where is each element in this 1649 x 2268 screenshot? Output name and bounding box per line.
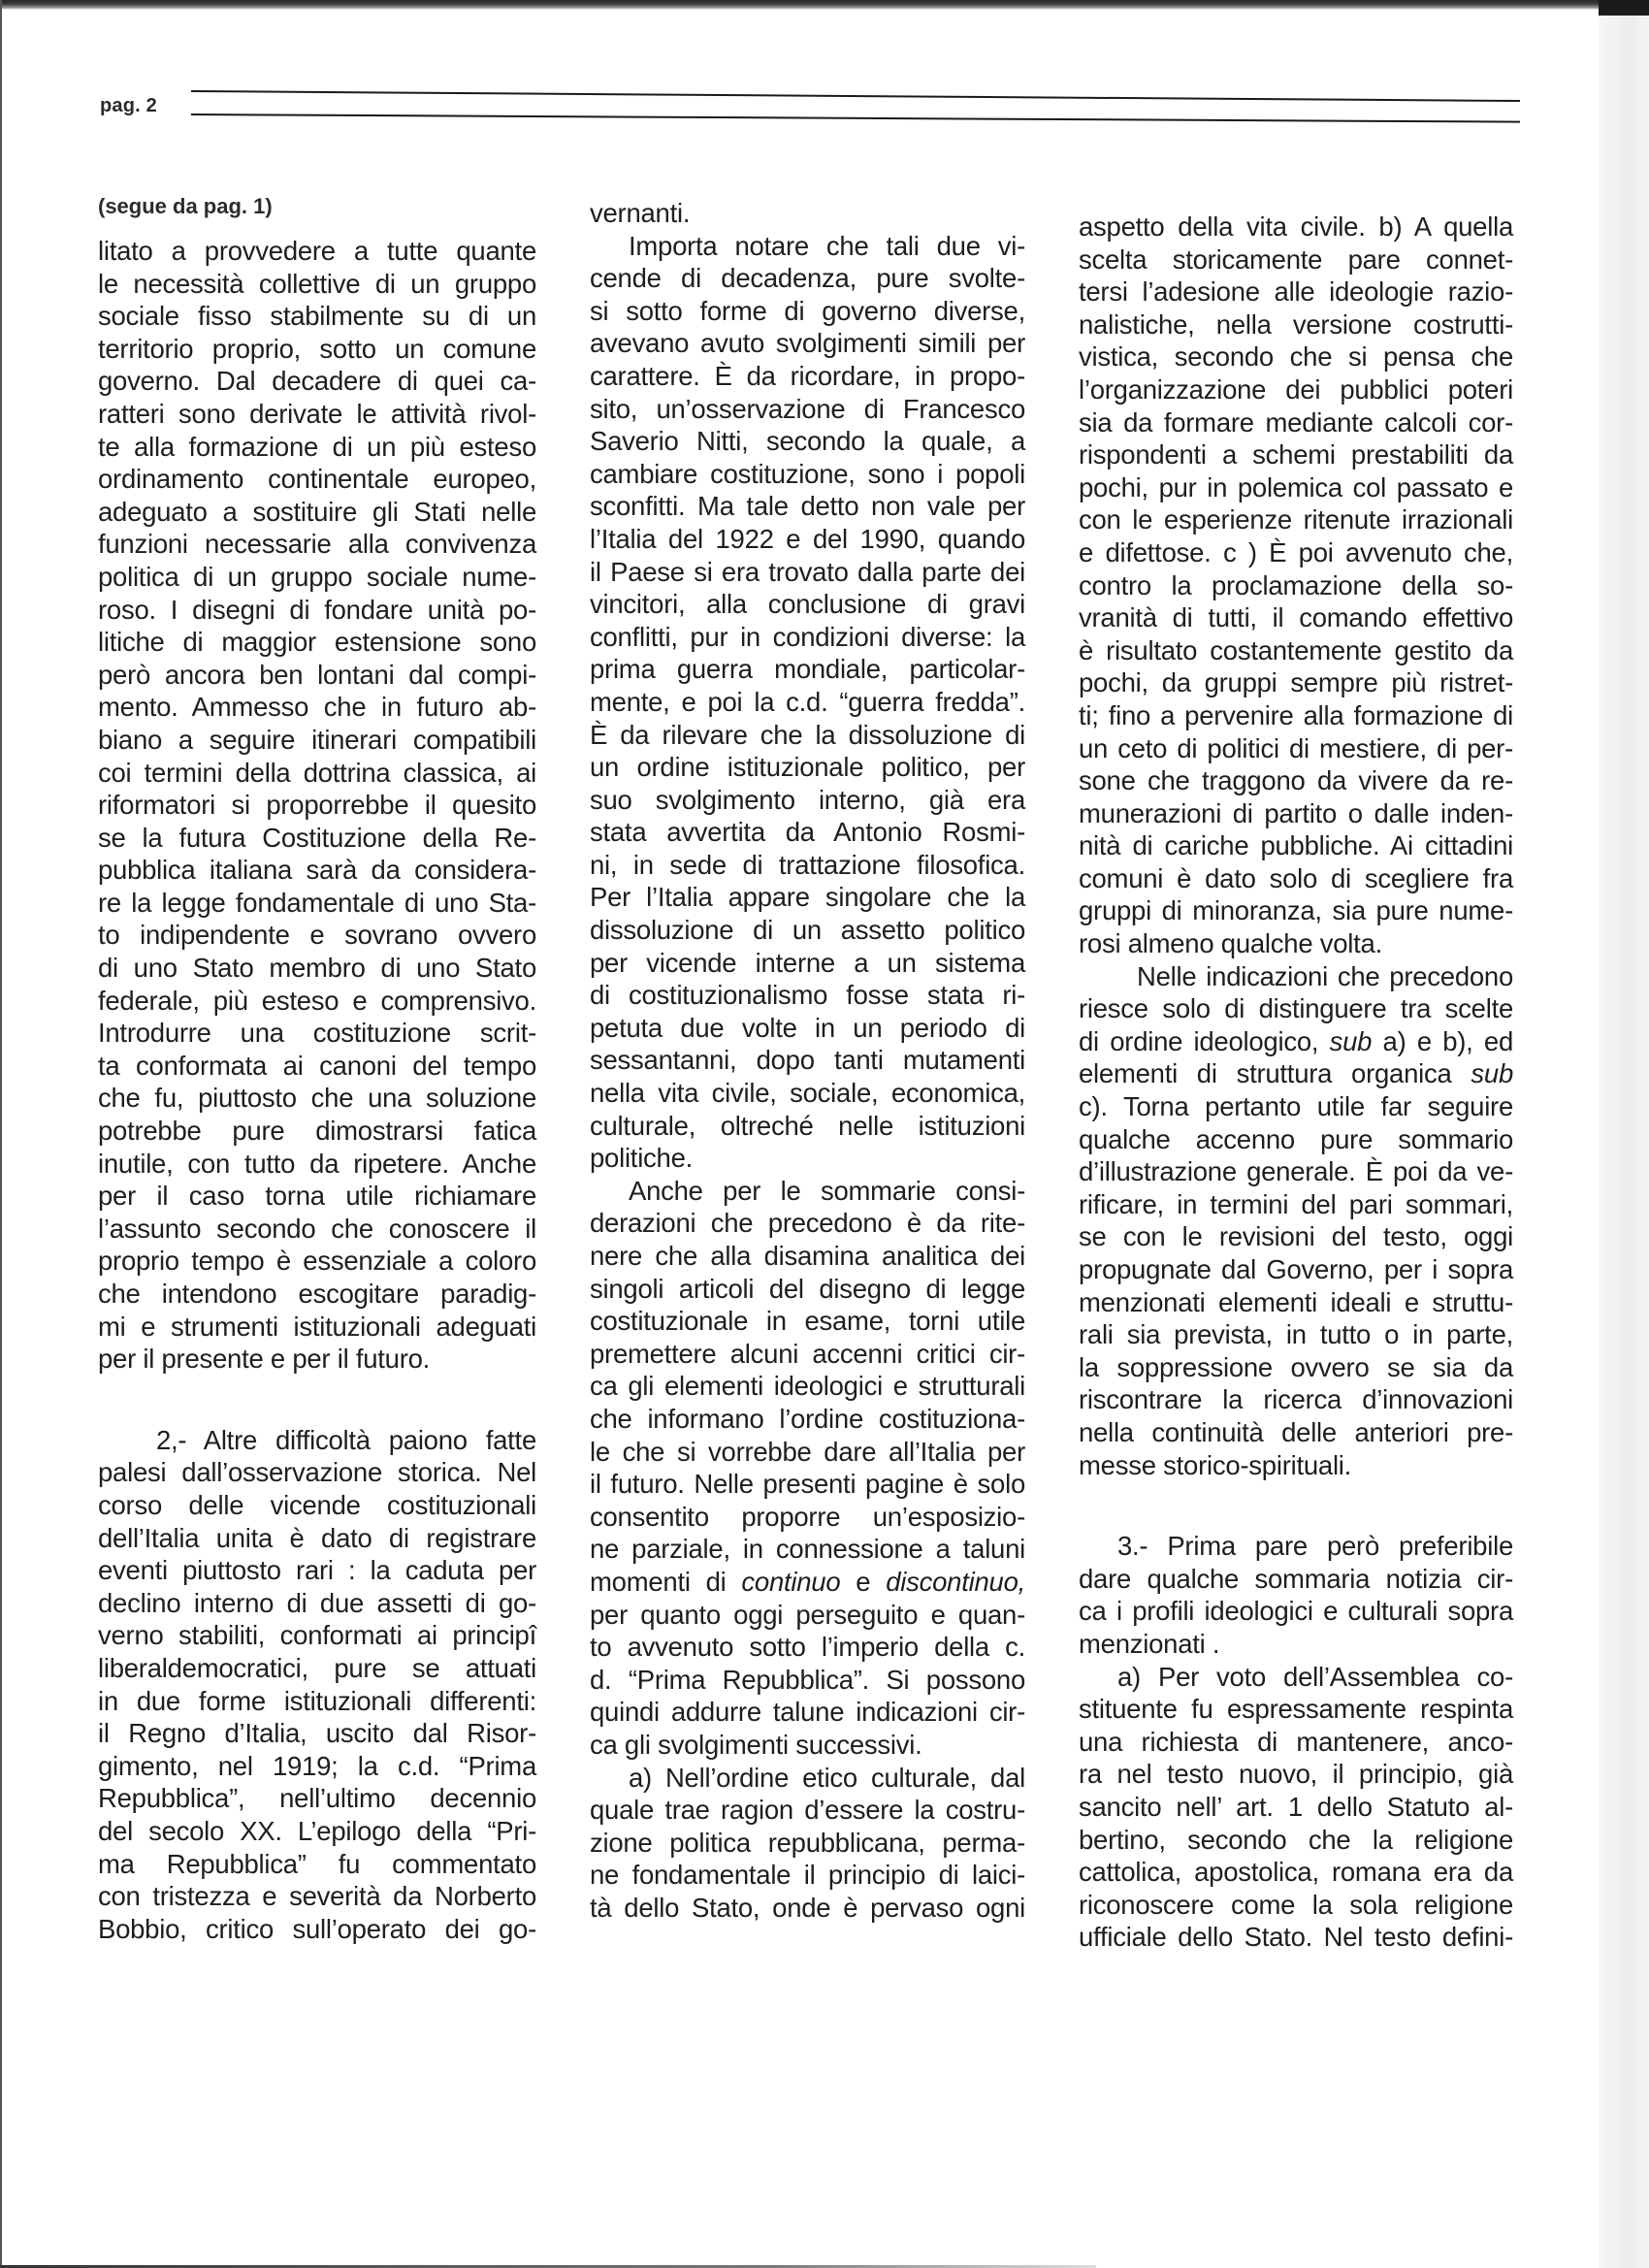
text-line: to indipendente e sovrano ovvero	[98, 920, 536, 951]
text-line: d. “Prima Repubblica”. Si possono	[590, 1664, 1025, 1695]
text-line: nalistiche, nella versione costrutti-	[1079, 308, 1513, 340]
italic-term: sub	[1329, 1025, 1373, 1056]
italic-term: continuo	[741, 1566, 841, 1597]
text-line: rali sia prevista, in tutto o in parte,	[1079, 1319, 1513, 1350]
text-line: vernanti.	[590, 198, 691, 228]
text-line: inutile, con tutto da ripetere. Anche	[98, 1148, 536, 1179]
text-line: pochi, da gruppi sempre più ristret-	[1079, 667, 1513, 698]
text-line: mi e strumenti istituzionali adeguati	[98, 1311, 536, 1342]
text-line: rificare, in termini del pari sommari,	[1079, 1188, 1513, 1219]
paragraph	[1079, 211, 1513, 960]
text-line: adeguato a sostituire gli Stati nelle	[98, 496, 536, 527]
text-line: di costituzionalismo fosse stata ri-	[590, 980, 1025, 1011]
text-line: nella vita civile, sociale, economica,	[590, 1078, 1025, 1109]
text-line: te alla formazione di un più esteso	[98, 431, 536, 462]
text-line: nità di cariche pubbliche. Ai cittadini	[1079, 830, 1513, 861]
text-line: riesce solo di distinguere tra scelte	[1079, 993, 1513, 1024]
column-2	[590, 197, 1025, 1924]
text-line: conflitti, pur in condizioni diverse: la	[590, 621, 1025, 652]
paragraph	[590, 1762, 1025, 1925]
text-line: litato a provvedere a tutte quante	[98, 236, 536, 266]
text-line: sito, un’osservazione di Francesco	[590, 393, 1025, 424]
italic-term: sub	[1471, 1058, 1513, 1089]
text-line: mente, e poi la c.d. “guerra fredda”.	[590, 686, 1025, 717]
text-line: stata avvertita da Antonio Rosmi-	[590, 817, 1025, 848]
text-line: ma Repubblica” fu commentato	[98, 1848, 536, 1879]
text-line: sconfitti. Ma tale detto non vale per	[590, 491, 1025, 522]
text-line: vistica, secondo che si pensa che	[1079, 341, 1513, 373]
text-line: Introdurre una costituzione scrit-	[98, 1018, 536, 1049]
text-line: premettere alcuni accenni critici cir-	[590, 1338, 1025, 1369]
text-line: funzioni necessarie alla convivenza	[98, 529, 536, 560]
text-line: Bobbio, critico sull’operato dei go-	[98, 1913, 536, 1944]
text-line: una richiesta di mantenere, anco-	[1079, 1726, 1513, 1757]
text-line: federale, più esteso e comprensivo.	[98, 985, 536, 1016]
text-line: liberaldemocratici, pure se attuati	[98, 1652, 536, 1683]
text-line: corso delle vicende costituzionali	[98, 1489, 536, 1520]
text-line: con le esperienze ritenute irrazionali	[1079, 504, 1513, 535]
text-line: però ancora ben lontani dal compi-	[98, 659, 536, 690]
column-3	[1079, 211, 1513, 1954]
text-line: quale trae ragion d’essere la costru-	[590, 1795, 1025, 1826]
text-line: ca gli svolgimenti successivi.	[590, 1729, 922, 1760]
paragraph	[98, 235, 536, 1376]
text-line: ca i profili ideologici e culturali sopra	[1079, 1596, 1513, 1627]
text-line: ne parziale, in connessione a taluni	[590, 1534, 1025, 1565]
text-line: menzionati elementi ideali e struttu-	[1079, 1286, 1513, 1317]
text-line: contro la proclamazione della so-	[1079, 569, 1513, 600]
text-line: politica di un gruppo sociale nume-	[98, 561, 536, 592]
page-number: pag. 2	[100, 95, 157, 116]
text-line: dare qualche sommaria notizia cir-	[1079, 1563, 1513, 1594]
text-line: per vicende interne a un sistema	[590, 947, 1025, 978]
text-line: È da rilevare che la dissoluzione di	[590, 719, 1025, 750]
text-line: Saverio Nitti, secondo la quale, a	[590, 426, 1025, 457]
text-line: a) Nell’ordine etico culturale, dal	[629, 1762, 1025, 1793]
italic-term: discontinuo,	[886, 1566, 1025, 1597]
continued-from-label: (segue da pag. 1)	[98, 194, 273, 218]
text-line: declino interno di due assetti di go-	[98, 1587, 536, 1618]
text-line: la soppressione ovvero se sia da	[1079, 1351, 1513, 1382]
text-line: e difettose. c ) È poi avvenuto che,	[1079, 536, 1513, 567]
text-line: roso. I disegni di fondare unità po-	[98, 594, 536, 625]
text-line: che fu, piuttosto che una soluzione	[98, 1083, 536, 1114]
text-line: tà dello Stato, onde è pervaso ogni	[590, 1892, 1025, 1923]
text-line: Anche per le sommarie consi-	[629, 1175, 1025, 1206]
text-line: litiche di maggior estensione sono	[98, 627, 536, 658]
text-line: 3.- Prima pare però preferibile	[1117, 1531, 1513, 1562]
text-line: un ordine istituzionale politico, per	[590, 752, 1025, 783]
text-line: dissoluzione di un assetto politico	[590, 915, 1025, 946]
text-line: elementi di struttura organica sub	[1079, 1058, 1513, 1089]
text-line: singoli articoli del disegno di legge	[590, 1273, 1025, 1304]
text-line: che informano l’ordine costituziona-	[590, 1403, 1025, 1434]
text-line: riscontrare la ricerca d’innovazioni	[1079, 1384, 1513, 1415]
text-line: proprio tempo è essenziale a coloro	[98, 1246, 536, 1277]
text-line: potrebbe pure dimostrarsi fatica	[98, 1116, 536, 1147]
paragraph	[98, 1424, 536, 1946]
text-line: territorio proprio, sotto un comune	[98, 333, 536, 364]
text-line: dell’Italia unita è dato di registrare	[98, 1522, 536, 1553]
text-line: un ceto di politici di mestiere, di per-	[1079, 732, 1513, 763]
text-line: propugnate dal Governo, per i sopra	[1079, 1254, 1513, 1284]
paragraph	[590, 230, 1025, 1175]
text-line: il Regno d’Italia, uscito dal Risor-	[98, 1718, 536, 1749]
text-line: tersi l’adesione alle ideologie razio-	[1079, 276, 1513, 308]
text-line: cambiare costituzione, sono i popoli	[590, 458, 1025, 489]
text-line: nella continuità delle anteriori pre-	[1079, 1416, 1513, 1447]
text-line: del secolo XX. L’epilogo della “Pri-	[98, 1815, 536, 1846]
text-line: sia da formare mediante calcoli cor-	[1079, 406, 1513, 437]
text-line: biano a seguire itinerari compatibili	[98, 724, 536, 755]
text-line: culturale, oltreché nelle istituzioni	[590, 1110, 1025, 1141]
text-line: vranità di tutti, il comando effettivo	[1079, 602, 1513, 633]
text-line: coi termini della dottrina classica, ai	[98, 757, 536, 788]
text-line: è risultato costantemente gestito da	[1079, 634, 1513, 665]
text-line: rispondenti a schemi prestabiliti da	[1079, 439, 1513, 470]
text-line: nere che alla disamina analitica dei	[590, 1241, 1025, 1271]
text-line: che intendono escogitare paradig-	[98, 1279, 536, 1309]
text-line: a) Per voto dell’Assemblea co-	[1117, 1661, 1513, 1692]
text-line: riformatori si proporrebbe il quesito	[98, 790, 536, 821]
column-1	[98, 194, 536, 1945]
text-line: vincitori, alla conclusione di gravi	[590, 589, 1025, 620]
text-line: suo svolgimento interno, già era	[590, 784, 1025, 815]
text-line: ni, in sede di trattazione filosofica.	[590, 849, 1025, 880]
text-line: gimento, nel 1919; la c.d. “Prima	[98, 1750, 536, 1781]
text-line: l’assunto secondo che conoscere il	[98, 1213, 536, 1244]
text-line: ordinamento continentale europeo,	[98, 464, 536, 495]
text-line: Nelle indicazioni che precedono	[1137, 960, 1513, 991]
text-line: quindi addurre talune indicazioni cir-	[590, 1697, 1025, 1728]
text-line: in due forme istituzionali differenti:	[98, 1685, 536, 1716]
text-line: per il presente e per il futuro.	[98, 1344, 431, 1375]
text-line: con tristezza e severità da Norberto	[98, 1881, 536, 1912]
text-line: ti; fino a pervenire alla formazione di	[1079, 699, 1513, 730]
text-line: si sotto forme di governo diverse,	[590, 295, 1025, 326]
text-line: il Paese si era trovato dalla parte dei	[590, 556, 1025, 587]
text-line: eventi piuttosto rari : la caduta per	[98, 1555, 536, 1586]
text-line: comuni è dato solo di scegliere fra	[1079, 862, 1513, 893]
paragraph	[1079, 1661, 1513, 1954]
text-line: munerazioni di partito o dalle inden-	[1079, 797, 1513, 828]
text-line: l’Italia del 1922 e del 1990, quando	[590, 523, 1025, 554]
text-line: ne fondamentale il principio di laici-	[590, 1860, 1025, 1891]
text-line: momenti di continuo e discontinuo,	[590, 1566, 1025, 1597]
paragraph	[590, 1175, 1025, 1762]
text-line: stituente fu espressamente respinta	[1079, 1694, 1513, 1725]
text-line: ufficiale dello Stato. Nel testo defini-	[1079, 1922, 1513, 1953]
text-line: palesi dall’osservazione storica. Nel	[98, 1457, 536, 1488]
text-line: se con le revisioni del testo, oggi	[1079, 1221, 1513, 1252]
text-line: 2,- Altre difficoltà paiono fatte	[156, 1424, 536, 1455]
text-line: l’organizzazione dei pubblici poteri	[1079, 373, 1513, 405]
paragraph	[1079, 960, 1513, 1482]
text-line: qualche accenno pure sommario	[1079, 1123, 1513, 1154]
text-line: pubblica italiana sarà da considera-	[98, 855, 536, 886]
text-line: ra nel testo nuovo, il principio, già	[1079, 1759, 1513, 1790]
text-line: scelta storicamente pare connet-	[1079, 243, 1513, 275]
text-line: di ordine ideologico, sub a) e b), ed	[1079, 1025, 1513, 1056]
text-line: gruppi di minoranza, sia pure nume-	[1079, 895, 1513, 926]
text-line: cattolica, apostolica, romana era da	[1079, 1857, 1513, 1888]
text-line: c). Torna pertanto utile far seguire	[1079, 1091, 1513, 1122]
text-line: politiche.	[590, 1143, 694, 1174]
text-line: Importa notare che tali due vi-	[629, 230, 1025, 261]
text-line: sessantanni, dopo tanti mutamenti	[590, 1045, 1025, 1076]
paragraph	[590, 197, 1025, 230]
text-line: ratteri sono derivate le attività rivol-	[98, 398, 536, 429]
text-line: per il caso torna utile richiamare	[98, 1181, 536, 1212]
text-line: di uno Stato membro di uno Stato	[98, 953, 536, 984]
text-line: messe storico-spirituali.	[1079, 1449, 1352, 1480]
text-line: ca gli elementi ideologici e strutturali	[590, 1371, 1025, 1402]
text-line: per quanto oggi perseguito e quan-	[590, 1599, 1025, 1630]
text-line: governo. Dal decadere di quei ca-	[98, 366, 536, 397]
text-line: zione politica repubblicana, perma-	[590, 1827, 1025, 1858]
text-line: riconoscere come la sola religione	[1079, 1889, 1513, 1920]
text-line: sone che traggono da vivere da re-	[1079, 765, 1513, 796]
text-line: re la legge fondamentale di uno Sta-	[98, 887, 536, 918]
text-line: derazioni che precedono è da rite-	[590, 1208, 1025, 1239]
text-line: Per l’Italia appare singolare che la	[590, 882, 1025, 913]
text-line: to avvenuto sotto l’imperio della c.	[590, 1632, 1025, 1663]
text-line: d’illustrazione generale. È poi da ve-	[1079, 1156, 1513, 1187]
text-line: mento. Ammesso che in futuro ab-	[98, 692, 536, 723]
text-line: le che si vorrebbe dare all’Italia per	[590, 1436, 1025, 1467]
text-line: le necessità collettive di un gruppo	[98, 268, 536, 299]
paragraph	[1079, 1530, 1513, 1660]
text-line: cende di decadenza, pure svolte-	[590, 263, 1025, 294]
text-line: Repubblica”, nell’ultimo decennio	[98, 1783, 536, 1814]
text-line: verno stabiliti, conformati ai principî	[98, 1620, 536, 1651]
text-line: il futuro. Nelle presenti pagine è solo	[590, 1469, 1025, 1500]
text-line: prima guerra mondiale, particolar-	[590, 654, 1025, 685]
text-line: pochi, pur in polemica col passato e	[1079, 471, 1513, 502]
text-line: sancito nell’ art. 1 dello Statuto al-	[1079, 1791, 1513, 1822]
text-line: carattere. È da ricordare, in propo-	[590, 360, 1025, 391]
text-line: sociale fisso stabilmente su di un	[98, 301, 536, 332]
text-line: ta conformata ai canoni del tempo	[98, 1050, 536, 1081]
text-line: rosi almeno qualche volta.	[1079, 928, 1382, 959]
text-line: petuta due volte in un periodo di	[590, 1012, 1025, 1043]
text-line: menzionati .	[1079, 1628, 1220, 1659]
text-line: aspetto della vita civile. b) A quella	[1079, 211, 1513, 242]
text-line: se la futura Costituzione della Re-	[98, 822, 536, 853]
text-line: consentito proporre un’esposizio-	[590, 1501, 1025, 1532]
text-line: avevano avuto svolgimenti simili per	[590, 328, 1025, 359]
text-line: bertino, secondo che la religione	[1079, 1824, 1513, 1855]
text-line: costituzionale in esame, torni utile	[590, 1306, 1025, 1337]
